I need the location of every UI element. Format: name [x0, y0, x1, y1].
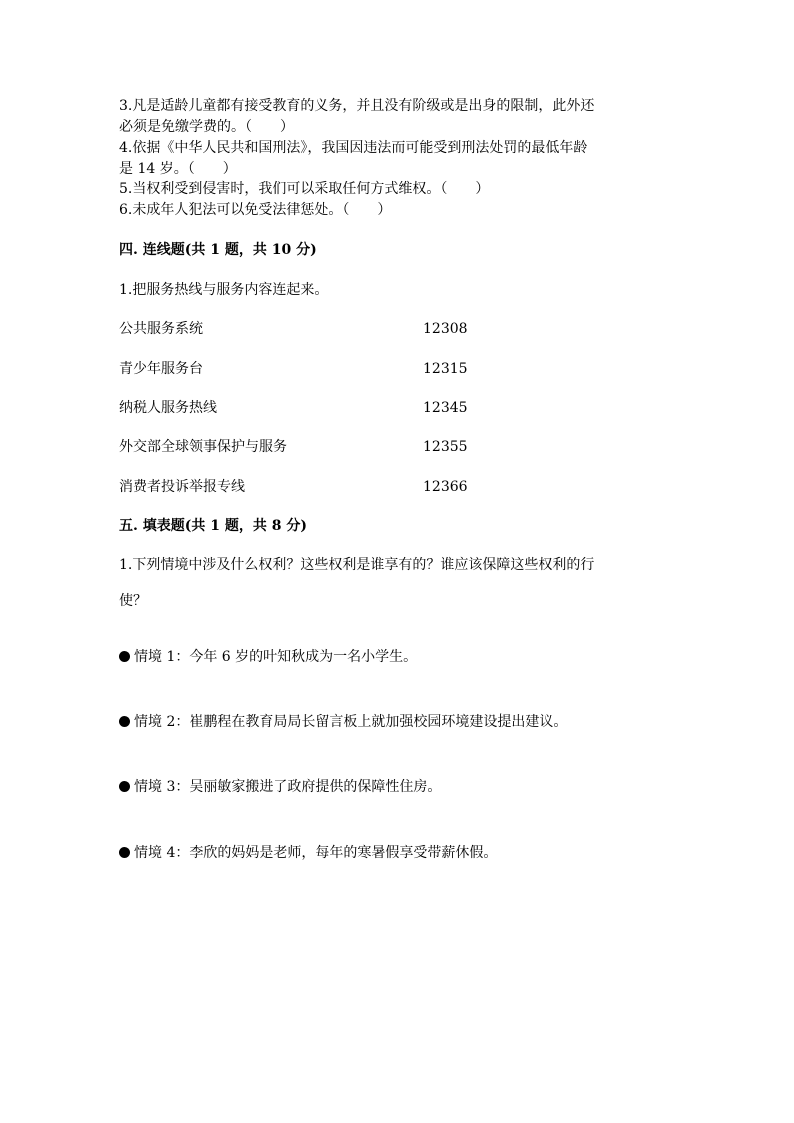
situation-item [119, 647, 417, 667]
judgement-item-4-line1: 4.依据《中华人民共和国刑法》，我国因违法而可能受到刑法处罚的最低年龄 [119, 140, 588, 156]
bullet-icon [119, 651, 130, 662]
match-left-item: 外交部全球领事保护与服务 [119, 439, 287, 455]
situation-item [119, 712, 567, 732]
match-left-item: 青少年服务台 [119, 361, 203, 377]
situation-item [119, 777, 441, 797]
match-left-item: 纳税人服务热线 [119, 400, 217, 416]
section-5-question-line2: 使？ [119, 593, 147, 609]
judgement-item-3-line2: 必须是免缴学费的。（ ） [119, 119, 294, 135]
judgement-item-3-line1: 3.凡是适龄儿童都有接受教育的义务，并且没有阶级或是出身的限制，此外还 [119, 98, 595, 114]
section-5-heading: 五. 填表题(共 1 题，共 8 分) [119, 518, 307, 534]
section-4-question: 1.把服务热线与服务内容连起来。 [119, 282, 329, 298]
situation-item [119, 843, 497, 863]
situation-text: 情境 3：吴丽敏家搬进了政府提供的保障性住房。 [134, 779, 442, 795]
match-right-item: 12345 [423, 400, 468, 416]
bullet-icon [119, 716, 130, 727]
match-right-item: 12366 [423, 479, 468, 495]
section-4-heading: 四. 连线题(共 1 题，共 10 分) [119, 242, 317, 258]
match-right-item: 12355 [423, 439, 468, 455]
situation-text: 情境 1：今年 6 岁的叶知秋成为一名小学生。 [134, 649, 418, 665]
section-5-question-line1: 1.下列情境中涉及什么权利？这些权利是谁享有的？谁应该保障这些权利的行 [119, 557, 595, 573]
match-left-item: 公共服务系统 [119, 321, 203, 337]
match-right-item: 12308 [423, 321, 468, 337]
situation-text: 情境 4：李欣的妈妈是老师，每年的寒暑假享受带薪休假。 [134, 845, 498, 861]
judgement-item-6: 6.未成年人犯法可以免受法律惩处。（ ） [119, 202, 392, 218]
bullet-icon [119, 781, 130, 792]
judgement-item-5: 5.当权利受到侵害时，我们可以采取任何方式维权。（ ） [119, 181, 490, 197]
match-left-item: 消费者投诉举报专线 [119, 479, 245, 495]
match-right-item: 12315 [423, 361, 468, 377]
situation-text: 情境 2：崔鹏程在教育局局长留言板上就加强校园环境建设提出建议。 [134, 714, 568, 730]
judgement-item-4-line2: 是 14 岁。（ ） [119, 161, 237, 177]
bullet-icon [119, 847, 130, 858]
